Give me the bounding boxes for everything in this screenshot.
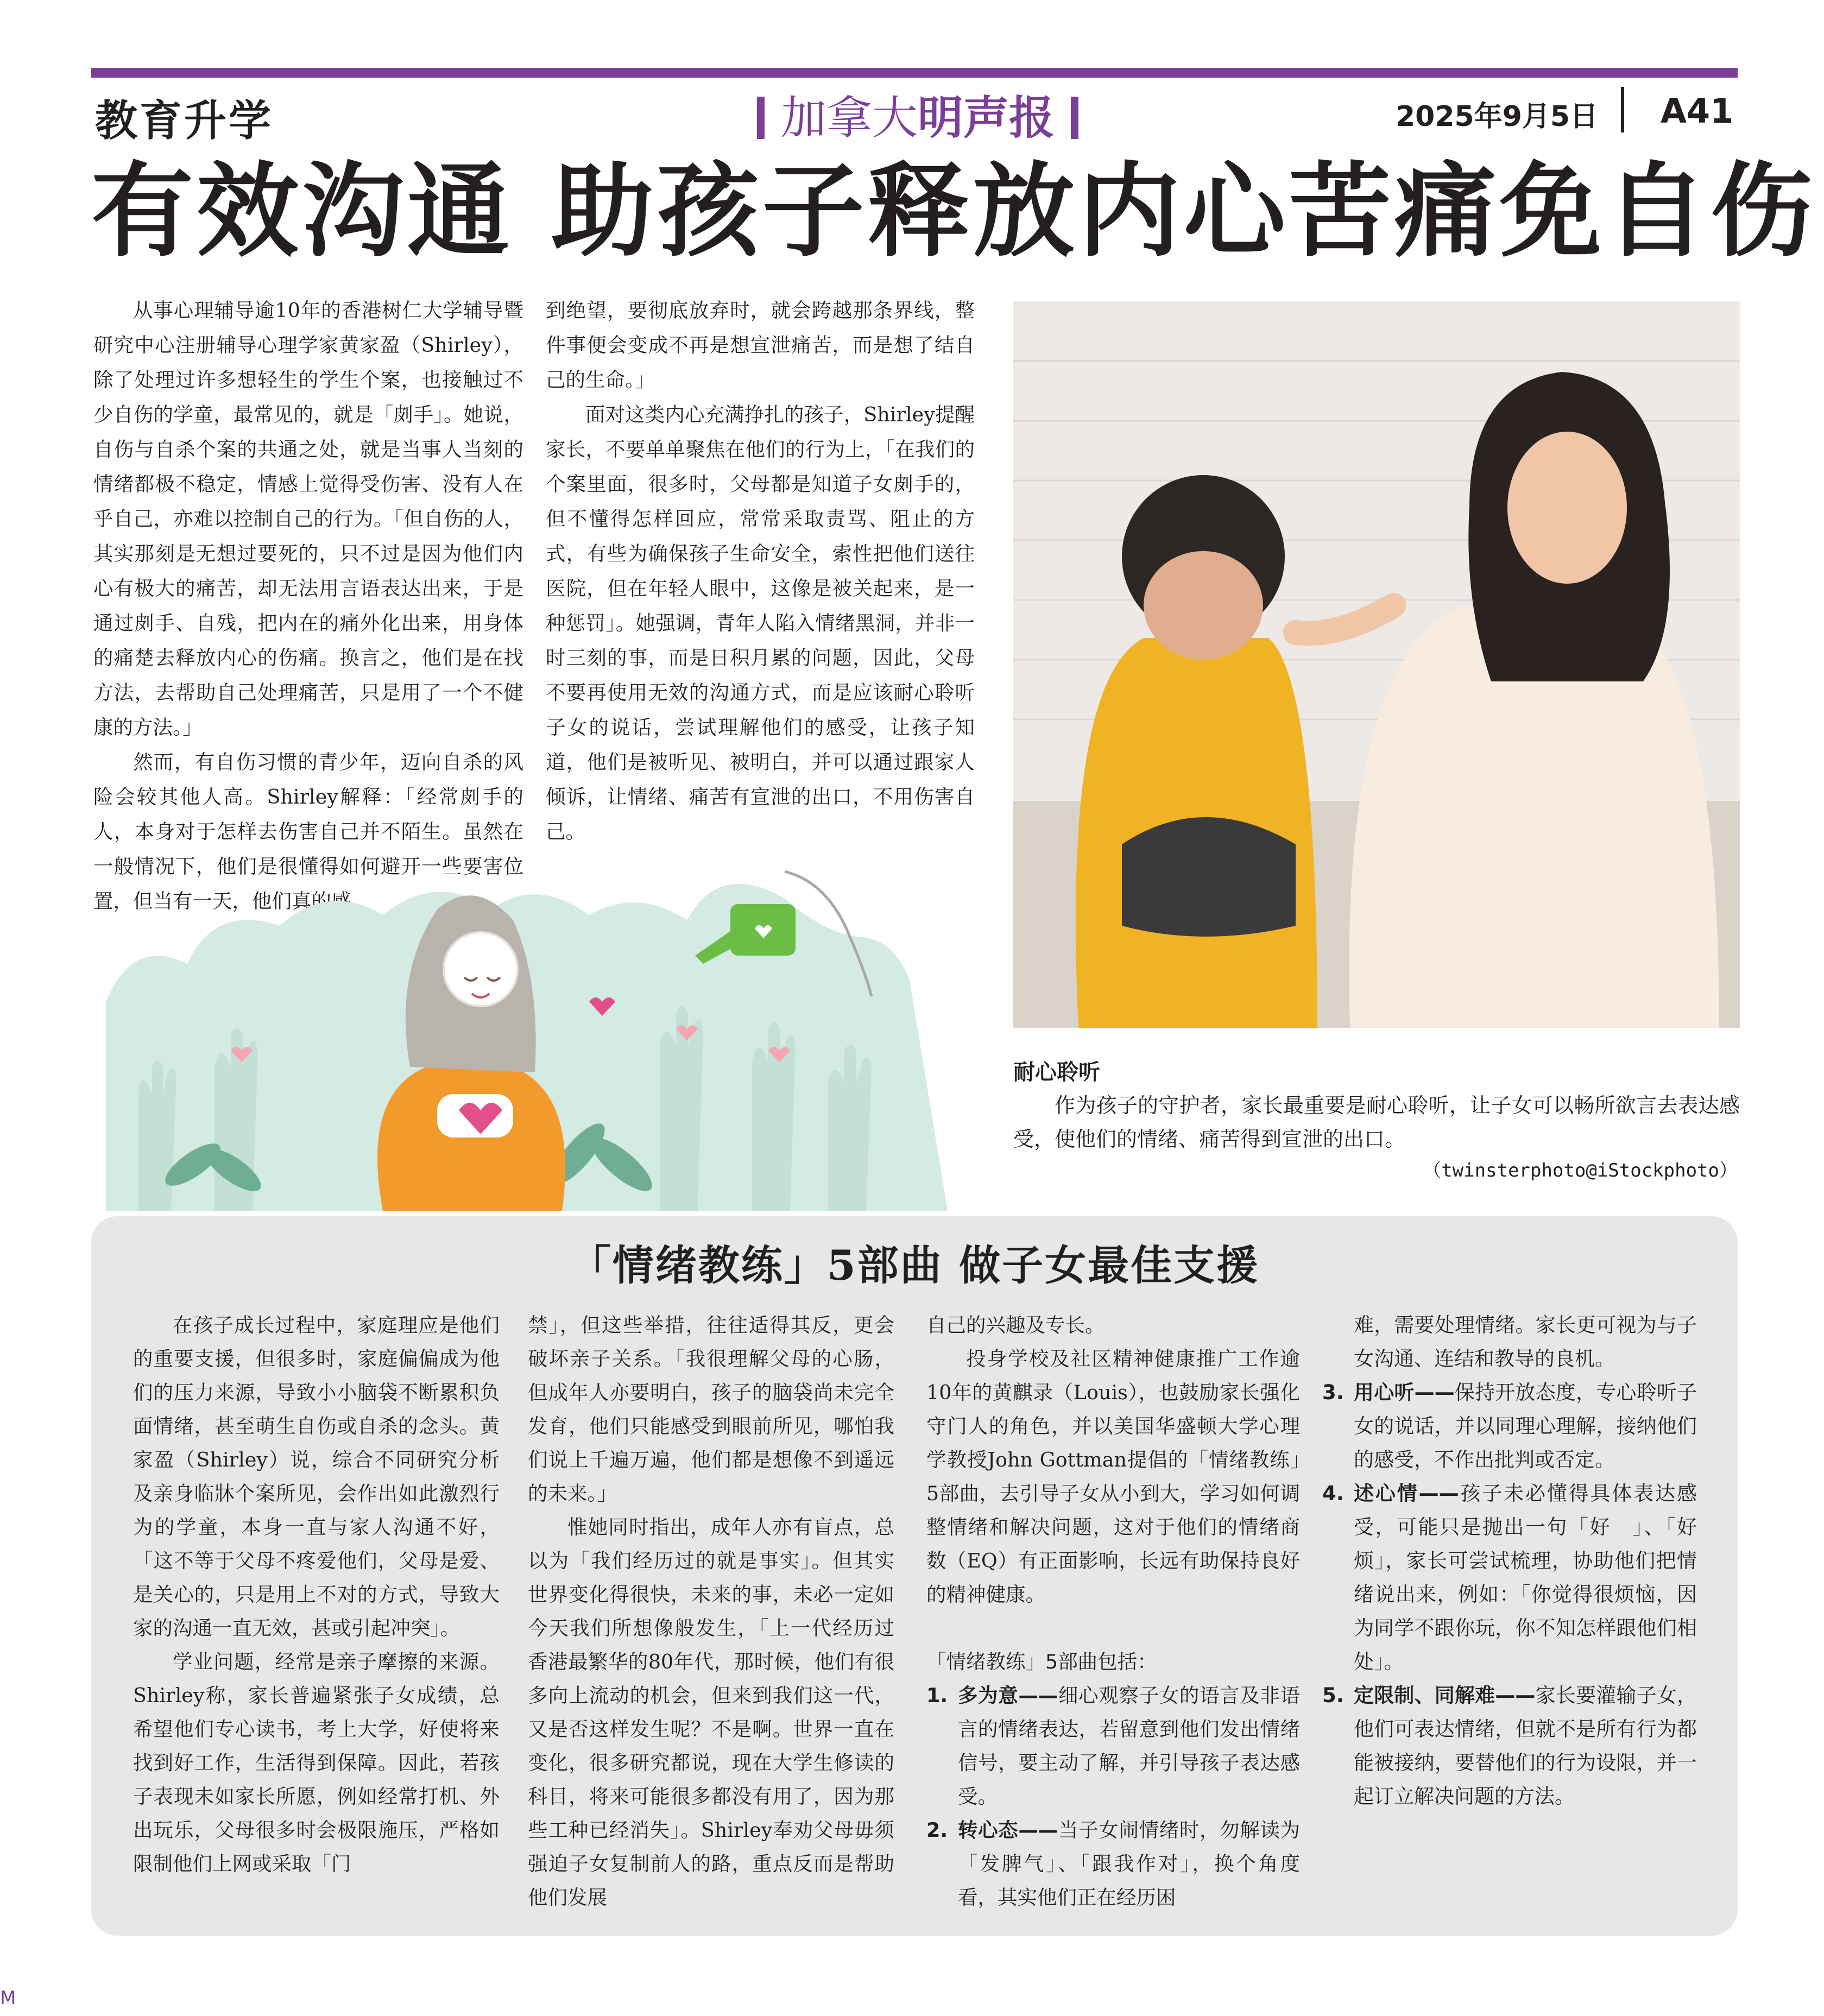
sidebar-paragraph: 学业问题，经常是亲子摩擦的来源。Shirley称，家长普遍紧张子女成绩，总希望他们专心读书，考上大学，好使将来找到好工作，生活得到保障。因此，若孩子表现未如家长所愿，例如经常打机、外出玩乐，父母很多时会极限施压，严格如限制他们上网或采取「门 [133,1650,500,1875]
step-title: 用心听—— [1354,1381,1455,1404]
article-paragraph: 面对这类内心充满挣扎的孩子，Shirley提醒家长，不要单单聚焦在他们的行为上，「在我们的个案里面，很多时，父母都是知道子女㓟手的，但不懂得怎样回应，常常采取责骂、阻止的方式，有些为确保孩子生命安全，索性把他们送往医院，但在年轻人眼中，这像是被关起来，是一种惩罚」。她强调，青年人陷入情绪黑洞，并非一时三刻的事，而是日积月累的问题，因此，父母不要再使用无效的沟通方式，而是应该耐心聆听子女的说话，尝试理解他们的感受，让孩子知道，他们是被听见、被明白，并可以通过跟家人倾诉，让情绪、痛苦有宣泄的出口，不用伤害自己。 [546,403,975,843]
step-text: 家长要灌输子女，他们可表达情绪，但就不是所有行为都能被接纳，要替他们的行为设限，并一起订立解决问题的方法。 [1354,1684,1697,1808]
step-item [1322,1679,1697,1813]
sidebar-column-1 [133,1309,500,1881]
step-number: 1. [926,1684,948,1707]
masthead-prefix: 加拿大 [780,91,918,144]
masthead-bar-right [1071,97,1078,139]
step-text: 当子女闹情绪时，勿解读为「发脾气」、「跟我作对」，换个角度看，其实他们正在经历困 [958,1818,1301,1909]
step-number: 3. [1322,1381,1344,1404]
sidebar-column-4 [1322,1309,1697,1813]
sidebar-paragraph: 禁」，但这些举措，往往适得其反，更会破坏亲子关系。「我很理解父母的心肠，但成年人亦要明白，孩子的脑袋尚未完全发育，他们只能感受到眼前所见，哪怕我们说上千遍万遍，他们都是想像不到遥远的未来。」 [528,1313,894,1505]
step-title: 多为意—— [958,1684,1058,1707]
sidebar-paragraph: 投身学校及社区精神健康推广工作逾10年的黄麒录（Louis），也鼓励家长强化守门人的角色，并以美国华盛顿大学心理学教授John Gottman提倡的「情绪教练」5部曲，去引导子女从小到大，学习如何调整情绪和解决问题，这对于他们的情绪商数（EQ）有正面影响，长远有助保持良好的精神健康。 [926,1347,1300,1606]
step-title: 定限制、同解难—— [1354,1684,1536,1707]
top-rule [91,68,1738,78]
photo-caption-title: 耐心聆听 [1013,1060,1100,1085]
masthead [733,81,1102,147]
step-number: 5. [1322,1684,1344,1707]
step-item [926,1813,1300,1914]
illustration [100,839,969,1211]
article-photo [1013,301,1740,1028]
sidebar-column-3 [926,1309,1300,1914]
article-paragraph: 从事心理辅导逾10年的香港树仁大学辅导暨研究中心注册辅导心理学家黄家盈（Shirley），除了处理过许多想轻生的学生个案，也接触过不少自伤的学童，最常见的，就是「㓟手」。她说，自伤与自杀个案的共通之处，就是当事人当刻的情绪都极不稳定，情感上觉得受伤害、没有人在乎自己，亦难以控制自己的行为。「但自伤的人，其实那刻是无想过要死的，只不过是因为他们内心有极大的痛苦，却无法用言语表达出来，于是通过㓟手、自残，把内在的痛外化出来，用身体的痛楚去释放内心的伤痛。换言之，他们是在找方法，去帮助自己处理痛苦，只是用了一个不健康的方法。」 [93,299,523,739]
sidebar-column-2 [528,1309,894,1914]
article-paragraph: 然而，有自伤习惯的青少年，迈向自杀的风险会较其他人高。Shirley解释：「经常㓟手的人，本身对于怎样去伤害自己并不陌生。虽然在一般情况下，他们是很懂得如何避开一些要害位置，但当有一天，他们真的感 [93,750,523,913]
step-continuation: 难，需要处理情绪。家长更可视为与子女沟通、连结和教导的良机。 [1354,1313,1697,1370]
steps-list [926,1679,1300,1914]
step-item [1322,1477,1697,1679]
step-text: 细心观察子女的语言及非语言的情绪表达，若留意到他们发出情绪信号，要主动了解，并引导孩子表达感受。 [958,1684,1301,1808]
issue-date: 2025年9月5日 [1396,100,1599,133]
article-column-1 [93,293,523,919]
step-title: 述心情—— [1354,1482,1459,1505]
article-paragraph: 到绝望，要彻底放弃时，就会跨越那条界线，整件事便会变成不再是想宣泄痛苦，而是想了结自己的生命。」 [546,299,975,391]
margin-mark: M [0,1987,16,2009]
headline: 有效沟通 助孩子释放内心苦痛免自伤 [91,151,1816,271]
page-number: A41 [1661,91,1734,131]
masthead-bar-left [757,97,765,139]
step-item [926,1679,1300,1813]
article-column-2 [546,293,975,849]
section-label: 教育升学 [95,96,274,146]
step-number: 4. [1322,1482,1344,1505]
step-title: 转心态—— [958,1818,1058,1842]
step-number: 2. [926,1818,948,1842]
step-item [1322,1376,1697,1477]
photo-credit: （twinsterphoto@iStockphoto） [1423,1160,1738,1181]
photo-caption: 作为孩子的守护者，家长最重要是耐心聆听，让子女可以畅所欲言去表达感受，使他们的情绪、痛苦得到宣泄的出口。 [1013,1094,1740,1151]
masthead-name: 明声报 [918,91,1055,144]
sidebar-paragraph: 在孩子成长过程中，家庭理应是他们的重要支援，但很多时，家庭偏偏成为他们的压力来源，导致小小脑袋不断累积负面情绪，甚至萌生自伤或自杀的念头。黄家盈（Shirley）说，综合不同研究分析及亲身临牀个案所见，会作出如此激烈行为的学童，本身一直与家人沟通不好，「这不等于父母不疼爱他们，父母是爱、是关心的，只是用上不对的方式，导致大家的沟通一直无效，甚或引起冲突」。 [133,1313,500,1640]
sidebar-paragraph: 惟她同时指出，成年人亦有盲点，总以为「我们经历过的就是事实」。但其实世界变化得很快，未来的事，未必一定如今天我们所想像般发生，「上一代经历过香港最繁华的80年代，那时候，他们有很多向上流动的机会，但来到我们这一代，又是否这样发生呢？不是啊。世界一直在变化，很多研究都说，现在大学生修读的科目，将来可能很多都没有用了，因为那些工种已经消失」。Shirley奉劝父母毋须强迫子女复制前人的路，重点反而是帮助他们发展 [528,1515,894,1909]
header-divider [1621,87,1624,132]
step-text: 保持开放态度，专心聆听子女的说话，并以同理心理解，接纳他们的感受，不作出批判或否定。 [1354,1381,1697,1471]
sidebar-title: 「情绪教练」5部曲 做子女最佳支援 [569,1241,1260,1290]
sidebar-paragraph: 自己的兴趣及专长。 [926,1313,1105,1337]
steps-intro: 「情绪教练」5部曲包括： [926,1650,1157,1673]
step-text: 孩子未必懂得具体表达感受，可能只是抛出一句「好 」、「好烦」，家长可尝试梳理，协助他们把情绪说出来，例如：「你觉得很烦恼，因为同学不跟你玩，你不知怎样跟他们相处」。 [1354,1482,1697,1673]
